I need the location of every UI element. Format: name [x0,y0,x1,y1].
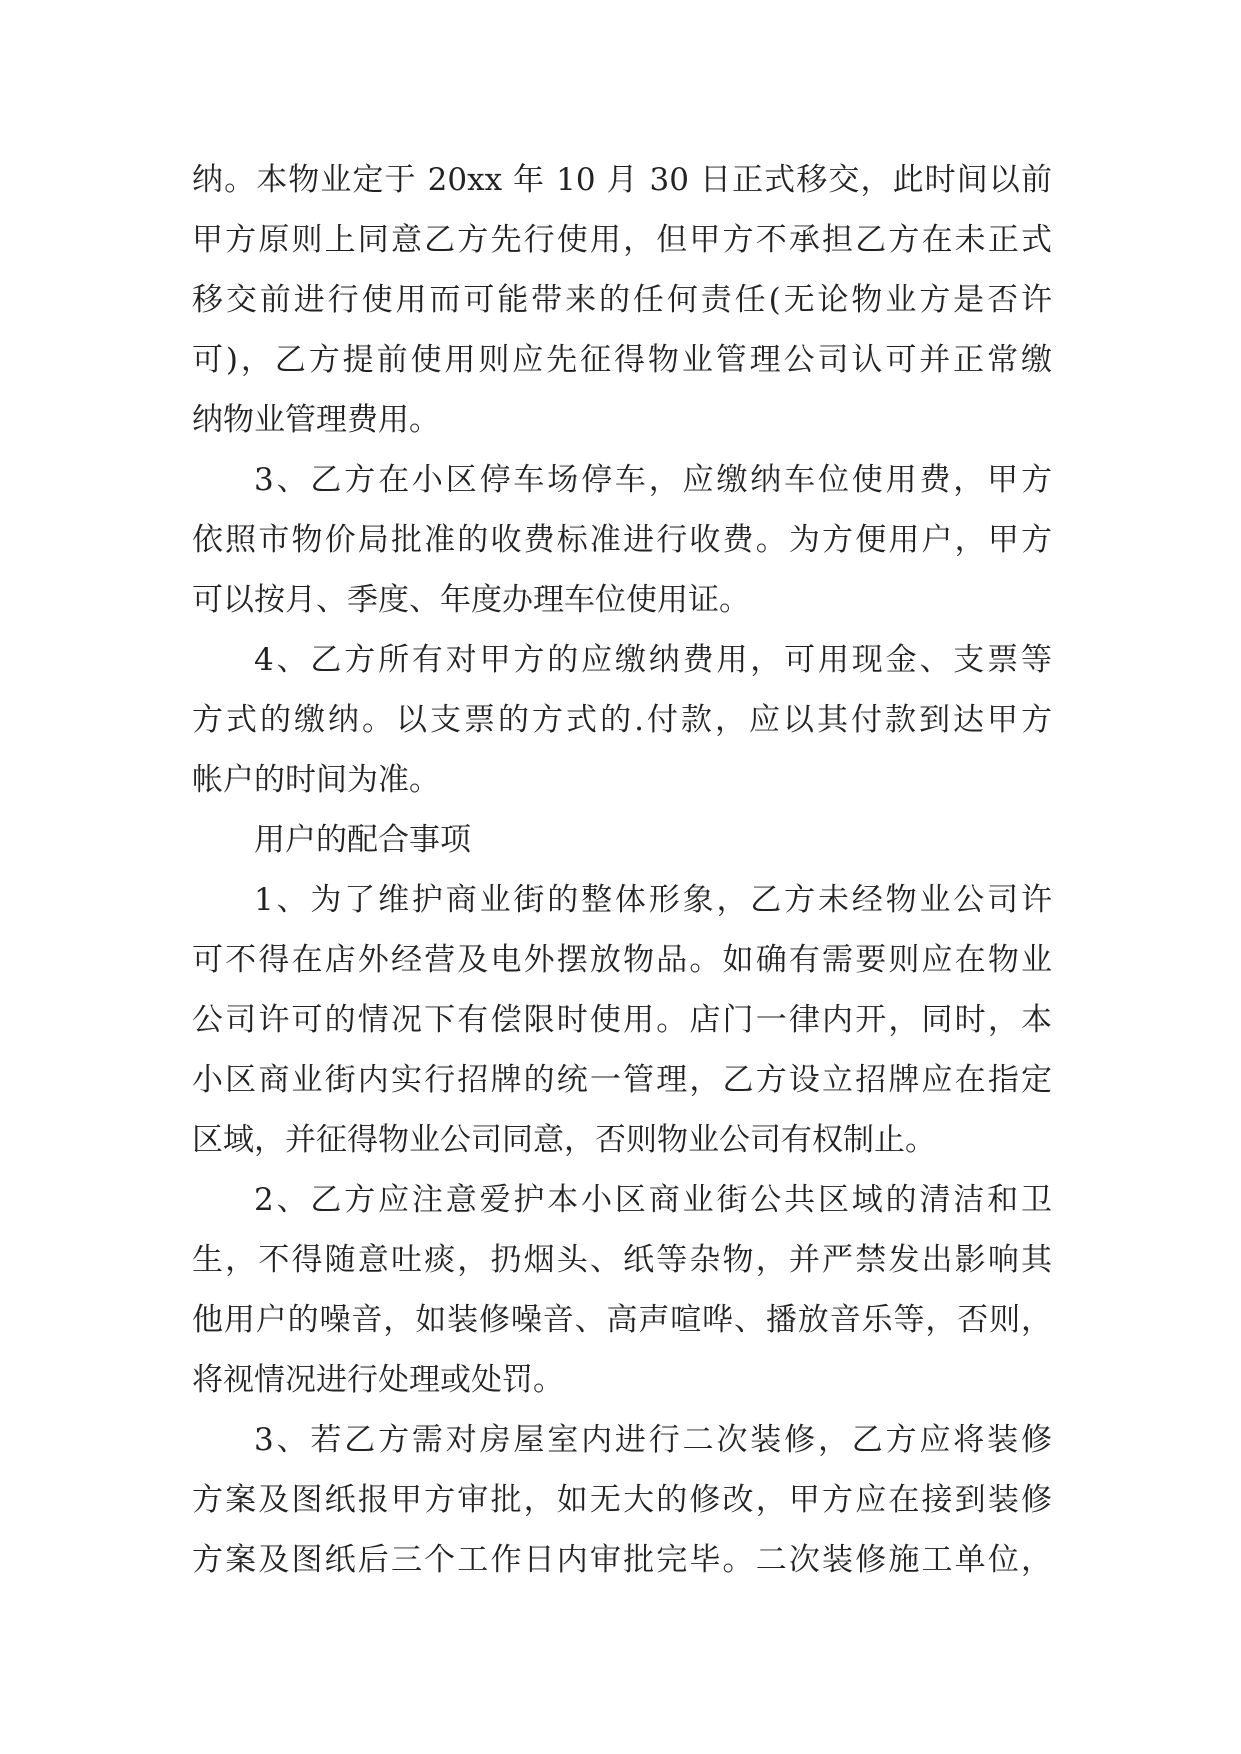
item-1-line-5: 区域，并征得物业公司同意，否则物业公司有权制止。 [192,1122,936,1158]
paragraph-3-line-1: 3、乙方在小区停车场停车，应缴纳车位使用费，甲方 [254,462,1052,498]
paragraph-4-line-2: 方式的缴纳。以支票的方式的.付款，应以其付款到达甲方 [192,702,1052,738]
paragraph-3-line-2: 依照市物价局批准的收费标准进行收费。为方便用户，甲方 [192,522,1052,558]
document-body [192,150,1052,1590]
item-2-line-4: 将视情况进行处理或处罚。 [192,1362,564,1398]
section-heading: 用户的配合事项 [254,822,471,858]
paragraph-4-line-3: 帐户的时间为准。 [192,762,440,798]
text-line-4: 可)，乙方提前使用则应先征得物业管理公司认可并正常缴 [192,342,1052,378]
item-1-line-1: 1、为了维护商业街的整体形象，乙方未经物业公司许 [254,882,1052,918]
item-3-line-3: 方案及图纸后三个工作日内审批完毕。二次装修施工单位， [192,1542,1052,1578]
paragraph-3-line-3: 可以按月、季度、年度办理车位使用证。 [192,582,750,618]
item-3-line-2: 方案及图纸报甲方审批，如无大的修改，甲方应在接到装修 [192,1482,1052,1518]
paragraph-4-line-1: 4、乙方所有对甲方的应缴纳费用，可用现金、支票等 [254,642,1052,678]
text-line-3: 移交前进行使用而可能带来的任何责任(无论物业方是否许 [192,282,1052,318]
item-1-line-4: 小区商业街内实行招牌的统一管理，乙方设立招牌应在指定 [192,1062,1052,1098]
text-line-1: 纳。本物业定于 20xx 年 10 月 30 日正式移交，此时间以前 [192,162,1052,198]
text-line-5: 纳物业管理费用。 [192,402,440,438]
item-2-line-2: 生，不得随意吐痰，扔烟头、纸等杂物，并严禁发出影响其 [192,1242,1052,1278]
item-1-line-3: 公司许可的情况下有偿限时使用。店门一律内开，同时，本 [192,1002,1052,1038]
item-2-line-1: 2、乙方应注意爱护本小区商业街公共区域的清洁和卫 [254,1182,1052,1218]
item-2-line-3: 他用户的噪音，如装修噪音、高声喧哗、播放音乐等，否则， [192,1302,1052,1338]
item-3-line-1: 3、若乙方需对房屋室内进行二次装修，乙方应将装修 [254,1422,1052,1458]
text-line-2: 甲方原则上同意乙方先行使用，但甲方不承担乙方在未正式 [192,222,1052,258]
item-1-line-2: 可不得在店外经营及电外摆放物品。如确有需要则应在物业 [192,942,1052,978]
